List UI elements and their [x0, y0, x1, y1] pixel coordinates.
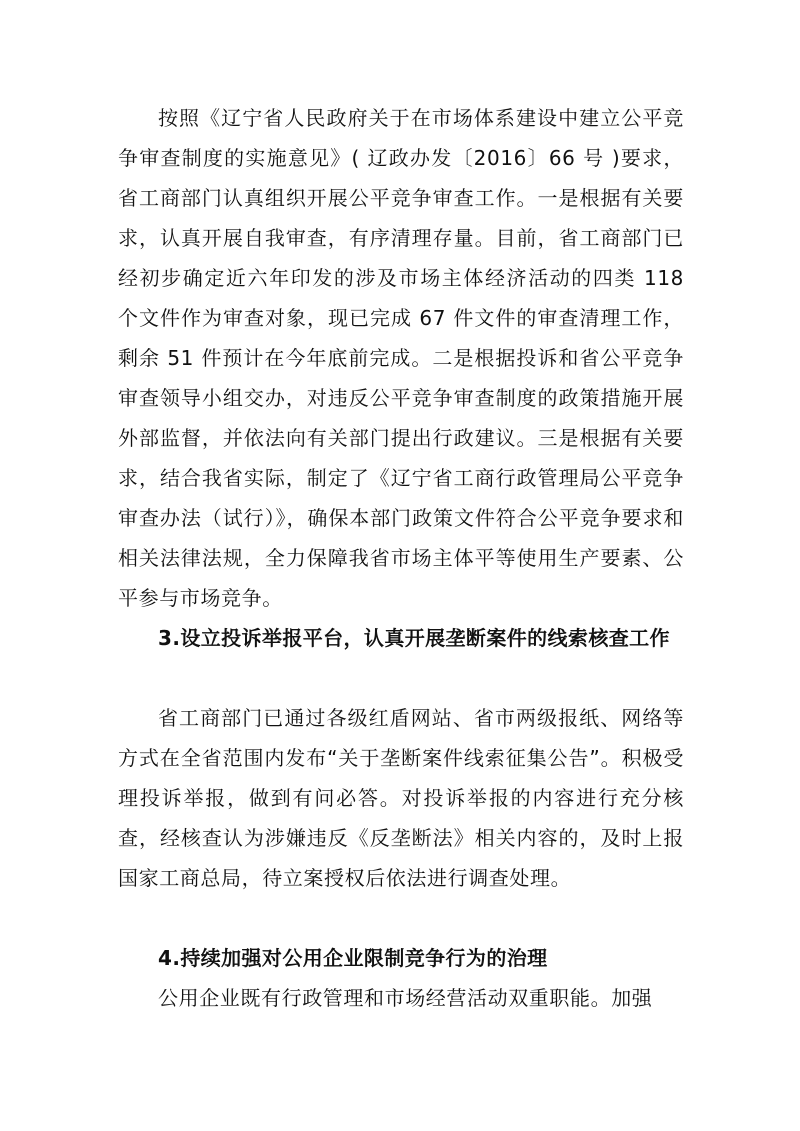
body-paragraph-public-utility: 公用企业既有行政管理和市场经营活动双重职能。加强 [158, 986, 653, 1010]
section-heading-public-utility-governance: 4.持续加强对公用企业限制竞争行为的治理 [158, 946, 548, 970]
section-heading-complaint-platform: 3.设立投诉举报平台，认真开展垄断案件的线索核查工作 [158, 626, 670, 650]
body-paragraph-complaint-handling: 省工商部门已通过各级红盾网站、省市两级报纸、网络等方式在全省范围内发布“关于垄断案件线索征集公告”。积极受理投诉举报，做到有问必答。对投诉举报的内容进行充分核查，经核查认为涉嫌违反《反垄断法》相关内容的，及时上报国家工商总局，待立案授权后依法进行调查处理。 [118, 706, 684, 890]
body-paragraph-fair-competition-review: 按照《辽宁省人民政府关于在市场体系建设中建立公平竞争审查制度的实施意见》( 辽政办发〔2016〕66 号 )要求，省工商部门认真组织开展公平竞争审查工作。一是根据有关要求，认真开展自我审查，有序清理存量。目前，省工商部门已经初步确定近六年印发的涉及市场主体经济活动的四类 118 个文件作为审查对象，现已完成 67 件文件的审查清理工作，剩余 51 件预计在今年底前完成。二是根据投诉和省公平竞争审查领导小组交办，对违反公平竞争审查制度的政策措施开展外部监督，并依法向有关部门提出行政建议。三是根据有关要求，结合我省实际，制定了《辽宁省工商行政管理局公平竞争审查办法（试行）》，确保本部门政策文件符合公平竞争要求和相关法律法规，全力保障我省市场主体平等使用生产要素、公平参与市场竞争。 [118, 106, 684, 610]
document-body [118, 98, 684, 1018]
